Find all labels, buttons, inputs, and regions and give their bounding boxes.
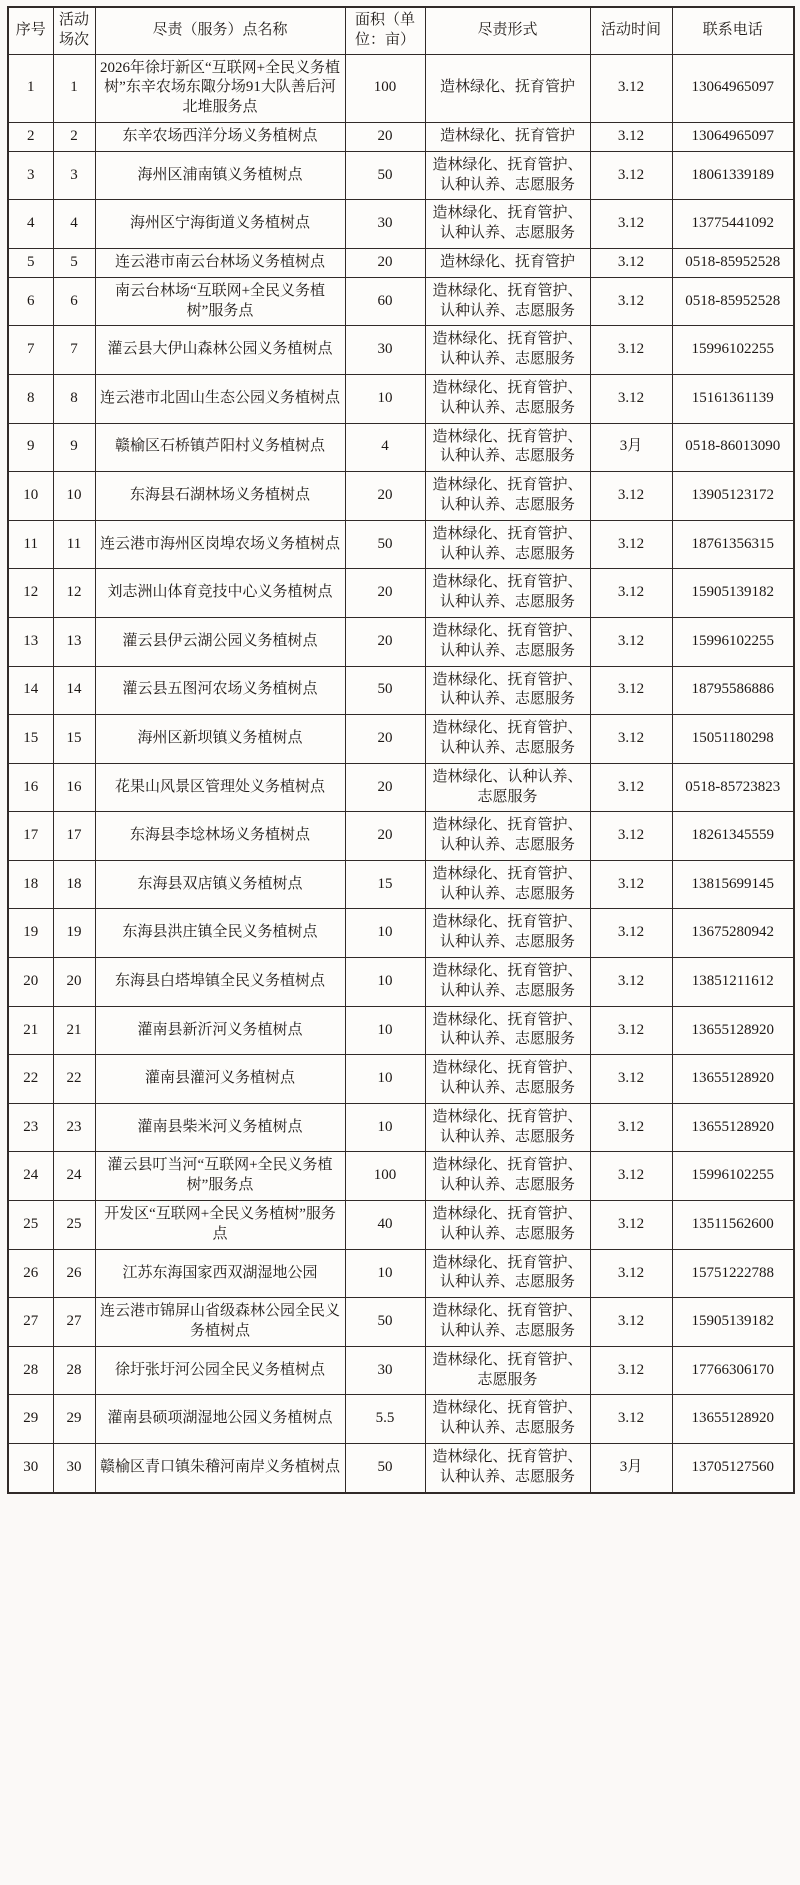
cell-time: 3.12: [590, 472, 672, 521]
cell-number: 20: [8, 958, 53, 1007]
cell-session: 16: [53, 763, 95, 812]
cell-phone: 0518-85723823: [672, 763, 794, 812]
cell-name: 海州区浦南镇义务植树点: [95, 151, 345, 200]
cell-name: 灌南县柴米河义务植树点: [95, 1103, 345, 1152]
cell-area: 10: [345, 958, 425, 1007]
cell-area: 20: [345, 122, 425, 151]
cell-number: 24: [8, 1152, 53, 1201]
cell-phone: 13511562600: [672, 1201, 794, 1250]
cell-phone: 13655128920: [672, 1103, 794, 1152]
cell-number: 13: [8, 617, 53, 666]
cell-number: 28: [8, 1346, 53, 1395]
table-body: [8, 54, 794, 1493]
cell-form: 造林绿化、抚育管护、认种认养、志愿服务: [425, 666, 590, 715]
table-row: [8, 277, 794, 326]
cell-form: 造林绿化、抚育管护、认种认养、志愿服务: [425, 423, 590, 472]
cell-name: 南云台林场“互联网+全民义务植树”服务点: [95, 277, 345, 326]
cell-time: 3.12: [590, 1346, 672, 1395]
cell-number: 12: [8, 569, 53, 618]
cell-name: 江苏东海国家西双湖湿地公园: [95, 1249, 345, 1298]
table-row: [8, 1395, 794, 1444]
cell-session: 7: [53, 326, 95, 375]
cell-name: 海州区新坝镇义务植树点: [95, 715, 345, 764]
cell-name: 刘志洲山体育竞技中心义务植树点: [95, 569, 345, 618]
cell-name: 赣榆区石桥镇芦阳村义务植树点: [95, 423, 345, 472]
cell-session: 29: [53, 1395, 95, 1444]
table-row: [8, 1444, 794, 1493]
col-header-time: 活动时间: [590, 7, 672, 54]
cell-time: 3.12: [590, 1055, 672, 1104]
cell-form: 造林绿化、抚育管护: [425, 122, 590, 151]
cell-time: 3.12: [590, 1395, 672, 1444]
cell-number: 5: [8, 248, 53, 277]
cell-phone: 0518-85952528: [672, 277, 794, 326]
cell-form: 造林绿化、抚育管护、认种认养、志愿服务: [425, 617, 590, 666]
cell-session: 27: [53, 1298, 95, 1347]
cell-name: 徐圩张圩河公园全民义务植树点: [95, 1346, 345, 1395]
cell-session: 9: [53, 423, 95, 472]
table-row: [8, 569, 794, 618]
cell-form: 造林绿化、抚育管护、认种认养、志愿服务: [425, 1152, 590, 1201]
table-row: [8, 958, 794, 1007]
cell-phone: 15905139182: [672, 569, 794, 618]
cell-form: 造林绿化、抚育管护、认种认养、志愿服务: [425, 1103, 590, 1152]
cell-session: 20: [53, 958, 95, 1007]
cell-time: 3.12: [590, 958, 672, 1007]
cell-session: 13: [53, 617, 95, 666]
cell-number: 6: [8, 277, 53, 326]
cell-number: 23: [8, 1103, 53, 1152]
col-header-name: 尽责（服务）点名称: [95, 7, 345, 54]
cell-area: 40: [345, 1201, 425, 1250]
cell-time: 3.12: [590, 151, 672, 200]
cell-area: 10: [345, 1103, 425, 1152]
cell-name: 赣榆区青口镇朱稽河南岸义务植树点: [95, 1444, 345, 1493]
table-row: [8, 200, 794, 249]
cell-form: 造林绿化、抚育管护、认种认养、志愿服务: [425, 520, 590, 569]
table-header-row: [8, 7, 794, 54]
cell-time: 3.12: [590, 812, 672, 861]
cell-session: 25: [53, 1201, 95, 1250]
cell-time: 3.12: [590, 374, 672, 423]
cell-name: 灌云县大伊山森林公园义务植树点: [95, 326, 345, 375]
cell-name: 灌南县硕项湖湿地公园义务植树点: [95, 1395, 345, 1444]
cell-time: 3.12: [590, 122, 672, 151]
cell-name: 开发区“互联网+全民义务植树”服务点: [95, 1201, 345, 1250]
cell-phone: 15051180298: [672, 715, 794, 764]
cell-name: 东海县洪庄镇全民义务植树点: [95, 909, 345, 958]
cell-session: 18: [53, 860, 95, 909]
cell-time: 3月: [590, 423, 672, 472]
cell-area: 20: [345, 812, 425, 861]
planting-duty-points-table: [7, 6, 795, 1494]
cell-area: 50: [345, 1298, 425, 1347]
cell-phone: 13064965097: [672, 122, 794, 151]
cell-time: 3.12: [590, 1298, 672, 1347]
cell-area: 30: [345, 1346, 425, 1395]
cell-area: 20: [345, 569, 425, 618]
cell-phone: 18795586886: [672, 666, 794, 715]
cell-number: 26: [8, 1249, 53, 1298]
table-row: [8, 666, 794, 715]
table-row: [8, 812, 794, 861]
table-row: [8, 860, 794, 909]
cell-session: 3: [53, 151, 95, 200]
table-row: [8, 617, 794, 666]
cell-phone: 15161361139: [672, 374, 794, 423]
cell-name: 灌云县叮当河“互联网+全民义务植树”服务点: [95, 1152, 345, 1201]
cell-area: 60: [345, 277, 425, 326]
cell-name: 灌云县五图河农场义务植树点: [95, 666, 345, 715]
table-row: [8, 909, 794, 958]
cell-phone: 15905139182: [672, 1298, 794, 1347]
table-row: [8, 1346, 794, 1395]
cell-session: 8: [53, 374, 95, 423]
cell-form: 造林绿化、抚育管护、认种认养、志愿服务: [425, 860, 590, 909]
cell-form: 造林绿化、抚育管护、认种认养、志愿服务: [425, 472, 590, 521]
cell-area: 50: [345, 666, 425, 715]
cell-time: 3月: [590, 1444, 672, 1493]
cell-session: 1: [53, 54, 95, 122]
cell-session: 12: [53, 569, 95, 618]
cell-form: 造林绿化、抚育管护、认种认养、志愿服务: [425, 277, 590, 326]
cell-phone: 18061339189: [672, 151, 794, 200]
cell-name: 2026年徐圩新区“互联网+全民义务植树”东辛农场东陬分场91大队善后河北堆服务点: [95, 54, 345, 122]
cell-number: 14: [8, 666, 53, 715]
cell-name: 东海县双店镇义务植树点: [95, 860, 345, 909]
cell-form: 造林绿化、抚育管护、认种认养、志愿服务: [425, 374, 590, 423]
table-row: [8, 326, 794, 375]
table-row: [8, 151, 794, 200]
cell-form: 造林绿化、抚育管护、认种认养、志愿服务: [425, 1298, 590, 1347]
cell-form: 造林绿化、抚育管护、认种认养、志愿服务: [425, 1395, 590, 1444]
cell-form: 造林绿化、认种认养、志愿服务: [425, 763, 590, 812]
table-row: [8, 122, 794, 151]
cell-phone: 13705127560: [672, 1444, 794, 1493]
cell-number: 22: [8, 1055, 53, 1104]
cell-session: 2: [53, 122, 95, 151]
cell-phone: 18761356315: [672, 520, 794, 569]
cell-form: 造林绿化、抚育管护、认种认养、志愿服务: [425, 326, 590, 375]
table-row: [8, 763, 794, 812]
cell-name: 灌云县伊云湖公园义务植树点: [95, 617, 345, 666]
cell-area: 10: [345, 374, 425, 423]
table-row: [8, 472, 794, 521]
cell-phone: 0518-86013090: [672, 423, 794, 472]
cell-session: 15: [53, 715, 95, 764]
cell-number: 4: [8, 200, 53, 249]
cell-phone: 13905123172: [672, 472, 794, 521]
cell-time: 3.12: [590, 1006, 672, 1055]
cell-name: 东辛农场西洋分场义务植树点: [95, 122, 345, 151]
table-row: [8, 715, 794, 764]
cell-phone: 18261345559: [672, 812, 794, 861]
cell-phone: 13655128920: [672, 1055, 794, 1104]
cell-area: 50: [345, 520, 425, 569]
cell-area: 20: [345, 763, 425, 812]
cell-session: 14: [53, 666, 95, 715]
cell-number: 21: [8, 1006, 53, 1055]
cell-name: 连云港市锦屏山省级森林公园全民义务植树点: [95, 1298, 345, 1347]
cell-name: 灌南县灌河义务植树点: [95, 1055, 345, 1104]
cell-form: 造林绿化、抚育管护、志愿服务: [425, 1346, 590, 1395]
cell-area: 100: [345, 54, 425, 122]
cell-name: 连云港市南云台林场义务植树点: [95, 248, 345, 277]
table-row: [8, 520, 794, 569]
cell-form: 造林绿化、抚育管护: [425, 248, 590, 277]
cell-session: 4: [53, 200, 95, 249]
cell-name: 东海县白塔埠镇全民义务植树点: [95, 958, 345, 1007]
table-row: [8, 1055, 794, 1104]
cell-area: 20: [345, 248, 425, 277]
cell-name: 东海县石湖林场义务植树点: [95, 472, 345, 521]
cell-area: 20: [345, 472, 425, 521]
cell-time: 3.12: [590, 909, 672, 958]
cell-time: 3.12: [590, 860, 672, 909]
cell-session: 19: [53, 909, 95, 958]
cell-time: 3.12: [590, 54, 672, 122]
cell-phone: 0518-85952528: [672, 248, 794, 277]
cell-time: 3.12: [590, 200, 672, 249]
cell-form: 造林绿化、抚育管护、认种认养、志愿服务: [425, 1249, 590, 1298]
cell-area: 20: [345, 715, 425, 764]
cell-form: 造林绿化、抚育管护、认种认养、志愿服务: [425, 909, 590, 958]
cell-session: 6: [53, 277, 95, 326]
cell-time: 3.12: [590, 1152, 672, 1201]
cell-session: 26: [53, 1249, 95, 1298]
col-header-number: 序号: [8, 7, 53, 54]
col-header-form: 尽责形式: [425, 7, 590, 54]
cell-number: 17: [8, 812, 53, 861]
cell-time: 3.12: [590, 666, 672, 715]
col-header-area: 面积（单位：亩）: [345, 7, 425, 54]
cell-area: 30: [345, 200, 425, 249]
cell-number: 19: [8, 909, 53, 958]
cell-time: 3.12: [590, 569, 672, 618]
cell-number: 15: [8, 715, 53, 764]
cell-time: 3.12: [590, 248, 672, 277]
cell-area: 15: [345, 860, 425, 909]
cell-form: 造林绿化、抚育管护、认种认养、志愿服务: [425, 715, 590, 764]
cell-area: 4: [345, 423, 425, 472]
cell-area: 10: [345, 909, 425, 958]
cell-phone: 15996102255: [672, 326, 794, 375]
cell-name: 海州区宁海街道义务植树点: [95, 200, 345, 249]
cell-time: 3.12: [590, 326, 672, 375]
table-row: [8, 374, 794, 423]
table-row: [8, 1201, 794, 1250]
cell-phone: 13655128920: [672, 1006, 794, 1055]
cell-form: 造林绿化、抚育管护、认种认养、志愿服务: [425, 1006, 590, 1055]
cell-number: 10: [8, 472, 53, 521]
cell-name: 灌南县新沂河义务植树点: [95, 1006, 345, 1055]
col-header-phone: 联系电话: [672, 7, 794, 54]
cell-form: 造林绿化、抚育管护: [425, 54, 590, 122]
cell-form: 造林绿化、抚育管护、认种认养、志愿服务: [425, 569, 590, 618]
cell-phone: 13815699145: [672, 860, 794, 909]
table-row: [8, 1006, 794, 1055]
table-row: [8, 54, 794, 122]
cell-area: 50: [345, 1444, 425, 1493]
cell-form: 造林绿化、抚育管护、认种认养、志愿服务: [425, 812, 590, 861]
cell-number: 30: [8, 1444, 53, 1493]
cell-number: 9: [8, 423, 53, 472]
cell-session: 17: [53, 812, 95, 861]
cell-area: 100: [345, 1152, 425, 1201]
cell-number: 8: [8, 374, 53, 423]
cell-session: 21: [53, 1006, 95, 1055]
cell-session: 22: [53, 1055, 95, 1104]
cell-time: 3.12: [590, 617, 672, 666]
table-row: [8, 1249, 794, 1298]
cell-session: 30: [53, 1444, 95, 1493]
col-header-session: 活动场次: [53, 7, 95, 54]
cell-number: 25: [8, 1201, 53, 1250]
cell-phone: 13851211612: [672, 958, 794, 1007]
cell-time: 3.12: [590, 277, 672, 326]
cell-number: 11: [8, 520, 53, 569]
cell-area: 20: [345, 617, 425, 666]
table-row: [8, 1298, 794, 1347]
table-row: [8, 1152, 794, 1201]
cell-session: 10: [53, 472, 95, 521]
cell-name: 花果山风景区管理处义务植树点: [95, 763, 345, 812]
cell-session: 5: [53, 248, 95, 277]
cell-time: 3.12: [590, 763, 672, 812]
table-row: [8, 1103, 794, 1152]
cell-phone: 17766306170: [672, 1346, 794, 1395]
cell-session: 23: [53, 1103, 95, 1152]
cell-area: 50: [345, 151, 425, 200]
cell-phone: 13064965097: [672, 54, 794, 122]
cell-area: 10: [345, 1055, 425, 1104]
cell-area: 10: [345, 1006, 425, 1055]
cell-time: 3.12: [590, 520, 672, 569]
cell-phone: 13775441092: [672, 200, 794, 249]
cell-form: 造林绿化、抚育管护、认种认养、志愿服务: [425, 1055, 590, 1104]
cell-number: 7: [8, 326, 53, 375]
cell-form: 造林绿化、抚育管护、认种认养、志愿服务: [425, 151, 590, 200]
cell-time: 3.12: [590, 1249, 672, 1298]
cell-session: 24: [53, 1152, 95, 1201]
cell-phone: 15996102255: [672, 617, 794, 666]
cell-number: 3: [8, 151, 53, 200]
cell-number: 18: [8, 860, 53, 909]
cell-phone: 13675280942: [672, 909, 794, 958]
cell-number: 29: [8, 1395, 53, 1444]
cell-phone: 15996102255: [672, 1152, 794, 1201]
cell-session: 11: [53, 520, 95, 569]
cell-number: 1: [8, 54, 53, 122]
cell-name: 连云港市北固山生态公园义务植树点: [95, 374, 345, 423]
cell-number: 27: [8, 1298, 53, 1347]
cell-area: 30: [345, 326, 425, 375]
table-row: [8, 248, 794, 277]
cell-phone: 15751222788: [672, 1249, 794, 1298]
cell-number: 2: [8, 122, 53, 151]
cell-name: 连云港市海州区岗埠农场义务植树点: [95, 520, 345, 569]
cell-number: 16: [8, 763, 53, 812]
cell-area: 5.5: [345, 1395, 425, 1444]
cell-form: 造林绿化、抚育管护、认种认养、志愿服务: [425, 1444, 590, 1493]
cell-form: 造林绿化、抚育管护、认种认养、志愿服务: [425, 958, 590, 1007]
cell-form: 造林绿化、抚育管护、认种认养、志愿服务: [425, 1201, 590, 1250]
cell-form: 造林绿化、抚育管护、认种认养、志愿服务: [425, 200, 590, 249]
cell-name: 东海县李埝林场义务植树点: [95, 812, 345, 861]
cell-time: 3.12: [590, 1201, 672, 1250]
cell-area: 10: [345, 1249, 425, 1298]
cell-time: 3.12: [590, 715, 672, 764]
table-row: [8, 423, 794, 472]
cell-phone: 13655128920: [672, 1395, 794, 1444]
cell-time: 3.12: [590, 1103, 672, 1152]
cell-session: 28: [53, 1346, 95, 1395]
